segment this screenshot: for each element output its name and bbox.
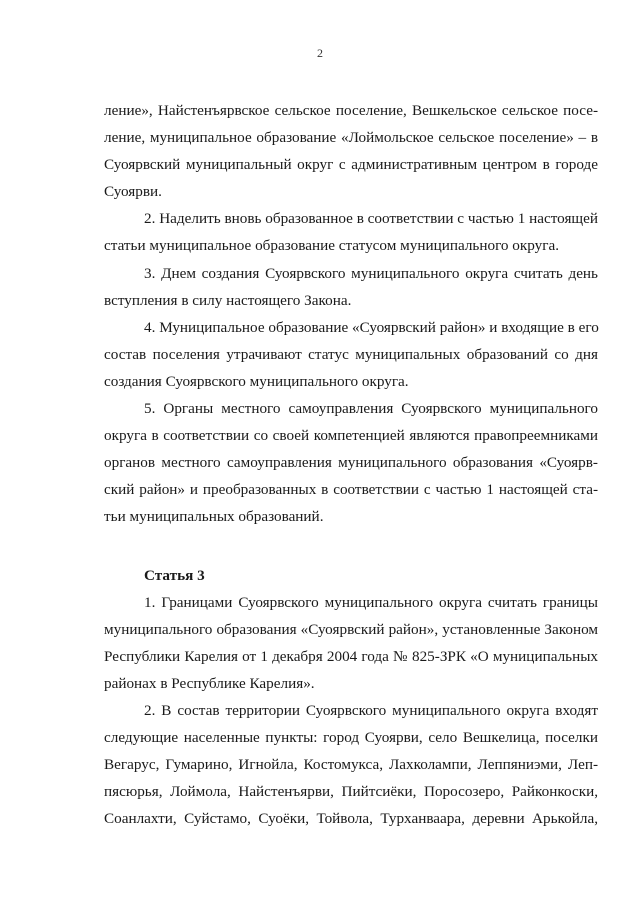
article3-paragraph-item-2 — [104, 697, 598, 832]
article3-paragraph-item-1 — [104, 589, 598, 697]
text-line: 2. В состав территории Суоярвского муниципального округа входят — [144, 702, 598, 720]
text-line: органов местного самоуправления муниципального образования «Суоярв- — [104, 454, 598, 472]
text-line: 5. Органы местного самоуправления Суоярвского муниципального — [144, 400, 598, 418]
text-line: статьи муниципальное образование статусом муниципального округа. — [104, 237, 560, 255]
paragraph-item-5 — [104, 395, 598, 530]
paragraph-continuation — [104, 97, 598, 205]
text-line: Суоярви. — [104, 183, 162, 201]
text-line: создания Суоярвского муниципального округа. — [104, 372, 409, 390]
spacer — [104, 531, 598, 558]
text-line: 4. Муниципальное образование «Суоярвский район» и входящие в его — [144, 318, 599, 336]
text-line: пясюрья, Лоймола, Найстенъярви, Пийтсиёки, Поросозеро, Райконкоски, — [104, 783, 598, 801]
text-line: ление», Найстенъярвское сельское поселение, Вешкельское сельское посе- — [104, 102, 598, 119]
text-line: ский район» и преобразованных в соответствии с частью 1 настоящей ста- — [104, 481, 598, 499]
text-line: 2. Наделить вновь образованное в соответствии с частью 1 настоящей — [144, 210, 598, 228]
paragraph-item-4 — [104, 314, 598, 395]
text-line: следующие населенные пункты: город Суоярви, село Вешкелица, поселки — [104, 729, 598, 747]
page-number: 2 — [317, 46, 323, 60]
text-line: вступления в силу настоящего Закона. — [104, 291, 352, 309]
text-line: тьи муниципальных образований. — [104, 508, 324, 526]
document-body — [104, 97, 598, 833]
paragraph-item-3 — [104, 260, 598, 314]
article-heading: Статья 3 — [144, 566, 205, 584]
text-line: ление, муниципальное образование «Лоймольское сельское поселение» – в — [104, 129, 598, 147]
text-line: Соанлахти, Суйстамо, Суоёки, Тойвола, Турханваара, деревни Арькойла, — [104, 810, 598, 828]
text-line: Суоярвский муниципальный округ с административным центром в городе — [104, 156, 598, 174]
text-line: Республики Карелия от 1 декабря 2004 года № 825-ЗРК «О муниципальных — [104, 647, 598, 665]
text-line: 1. Границами Суоярвского муниципального округа считать границы — [144, 593, 598, 611]
text-line: 3. Днем создания Суоярвского муниципального округа считать день — [144, 264, 598, 282]
text-line: Вегарус, Гумарино, Игнойла, Костомукса, Лахколампи, Леппяниэми, Леп- — [104, 756, 598, 774]
text-line: муниципального образования «Суоярвский район», установленные Законом — [104, 620, 598, 638]
text-line: состав поселения утрачивают статус муниципальных образований со дня — [104, 345, 598, 363]
paragraph-item-2 — [104, 205, 598, 259]
text-line: округа в соответствии со своей компетенцией являются правопреемниками — [104, 427, 598, 445]
text-line: районах в Республике Карелия». — [104, 674, 315, 692]
